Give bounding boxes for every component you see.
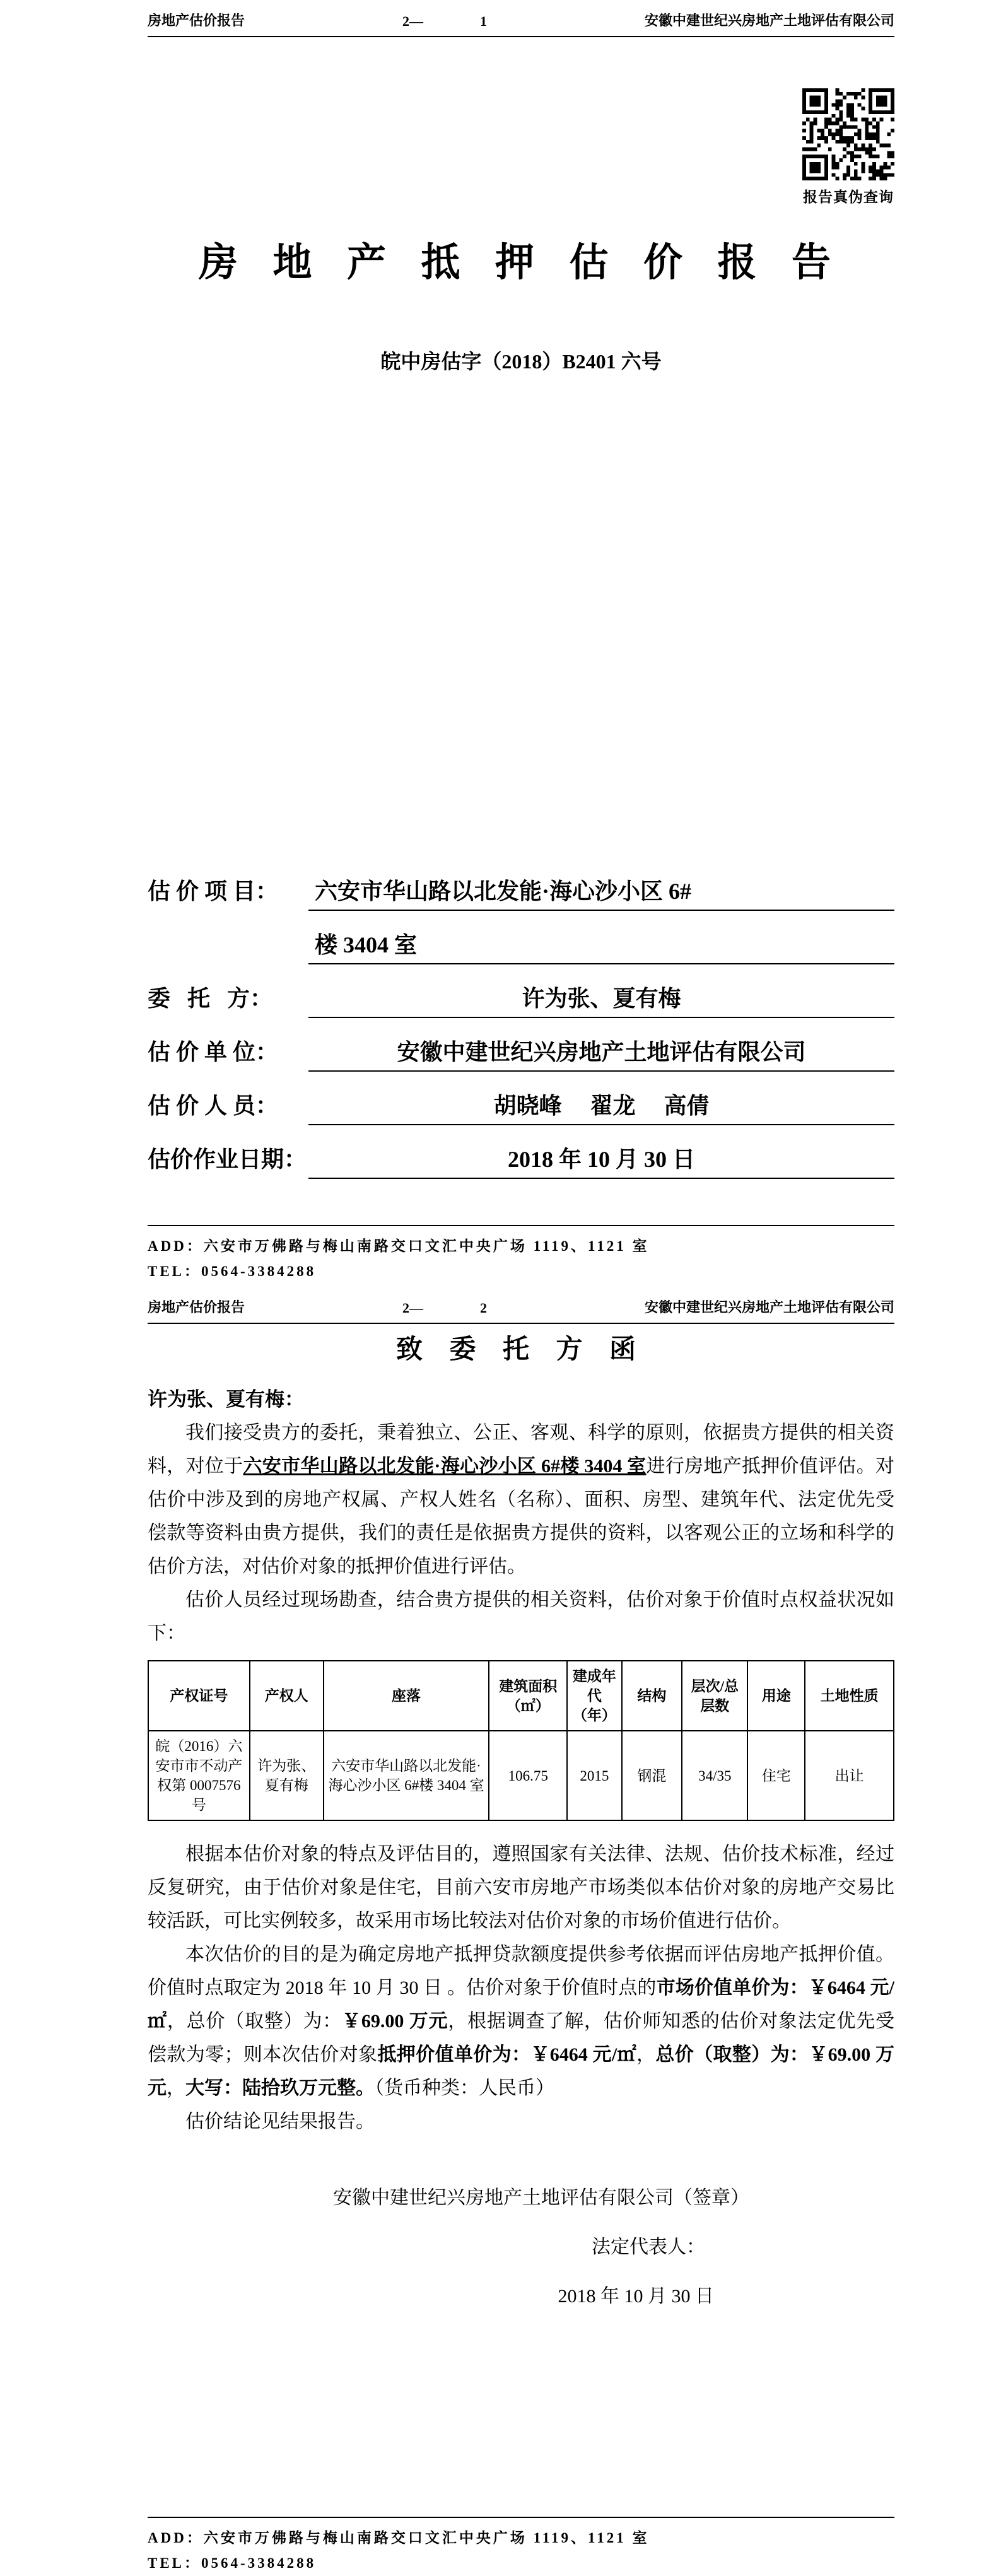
- table-cell: 许为张、夏有梅: [250, 1731, 324, 1820]
- market-unit-price: ￥6464 元/㎡: [148, 1977, 895, 2032]
- field-project-line2: [148, 927, 894, 964]
- header-doc-type: 房地产估价报告: [148, 13, 245, 28]
- table-cell: 106.75: [489, 1731, 567, 1820]
- table-header-cell: 建成年代（年）: [567, 1661, 621, 1731]
- field-value: 楼 3404 室: [308, 927, 894, 964]
- report-title: 房 地 产 抵 押 估 价 报 告: [198, 242, 843, 284]
- field-label: 估 价 项 目：: [148, 879, 279, 904]
- table-cell: 六安市华山路以北发能·海心沙小区 6#楼 3404 室: [324, 1731, 489, 1820]
- table-header-cell: 建筑面积（㎡）: [489, 1661, 567, 1731]
- mortgage-unit-price-label: 抵押价值单价为：: [377, 2044, 531, 2065]
- page-2-header: [148, 1297, 894, 1324]
- field-value: 六安市华山路以北发能·海心沙小区 6#: [308, 873, 894, 911]
- table-header-cell: 产权人: [250, 1661, 324, 1731]
- field-client: [148, 980, 894, 1018]
- subject-address: 六安市华山路以北发能·海心沙小区 6#楼 3404 室: [243, 1456, 647, 1477]
- table-cell: 钢混: [622, 1731, 682, 1820]
- property-rights-table: [148, 1660, 894, 1821]
- field-value: 许为张、夏有梅: [308, 980, 894, 1018]
- salutation: 许为张、夏有梅：: [148, 1388, 304, 1410]
- page-1-header: [148, 10, 894, 37]
- field-value: 2018 年 10 月 30 日: [308, 1141, 894, 1179]
- qr-code-icon: [802, 88, 894, 180]
- table-header-cell: 座落: [324, 1661, 489, 1731]
- market-total-price: ￥69.00 万元: [342, 2011, 448, 2032]
- field-agency: [148, 1034, 894, 1072]
- field-label: 估 价 单 位：: [148, 1039, 279, 1065]
- mortgage-unit-price: ￥6464 元/㎡: [530, 2044, 636, 2065]
- table-header-cell: 结构: [622, 1661, 682, 1731]
- header-page-number: 2— 1: [402, 13, 487, 29]
- field-value: 胡晓峰 翟龙 高倩: [308, 1087, 894, 1125]
- signature-legal-rep: 法定代表人：: [592, 2237, 705, 2257]
- table-header-cell: 土地性质: [805, 1661, 894, 1731]
- qr-caption: 报告真伪查询: [803, 189, 894, 205]
- market-unit-price-label: 市场价值单价为：: [656, 1977, 809, 1998]
- mortgage-total-label: 总价（取整）为：: [655, 2044, 809, 2065]
- field-label: 估价作业日期：: [148, 1147, 307, 1172]
- field-project: [148, 873, 894, 911]
- table-header-cell: 产权证号: [148, 1661, 250, 1731]
- letter-paragraph-3: 根据本估价对象的特点及评估目的，遵照国家有关法律、法规、估价技术标准，经过反复研究，由于估价对象是住宅，目前六安市房地产市场类似本估价对象的房地产交易比较活跃，可比实例较多，故采用市场比较法对估价对象的市场价值进行估价。: [148, 1844, 894, 1931]
- qr-block: [802, 88, 894, 206]
- page-2-footer: [148, 2517, 894, 2576]
- footer-address: ADD：六安市万佛路与梅山南路交口文汇中央广场 1119、1121 室: [148, 2530, 650, 2546]
- table-cell: 皖（2016）六安市市不动产权第 0007576 号: [148, 1731, 250, 1820]
- header-company-name: 安徽中建世纪兴房地产土地评估有限公司: [644, 13, 894, 28]
- field-staff: [148, 1087, 894, 1125]
- letter-paragraph-5: 估价结论见结果报告。: [185, 2111, 375, 2132]
- letter-body: [148, 1323, 894, 2321]
- field-label-spacer: [148, 927, 308, 964]
- cover-fields: [148, 873, 894, 1195]
- doc-number: 皖中房估字（2018）B2401 六号: [380, 350, 662, 373]
- footer-tel: TEL：0564-3384288: [148, 1263, 317, 1279]
- footer-tel: TEL：0564-3384288: [148, 2555, 317, 2571]
- table-cell: 2015: [567, 1731, 621, 1820]
- table-cell: 34/35: [682, 1731, 747, 1820]
- table-row: [148, 1731, 894, 1820]
- table-cell: 出让: [805, 1731, 894, 1820]
- header-company-name: 安徽中建世纪兴房地产土地评估有限公司: [644, 1299, 894, 1315]
- header-doc-type: 房地产估价报告: [148, 1299, 245, 1315]
- letter-paragraph-2: 估价人员经过现场勘查，结合贵方提供的相关资料，估价对象于价值时点权益状况如下：: [148, 1590, 894, 1644]
- signature-block: [148, 2174, 894, 2321]
- table-cell: 住宅: [747, 1731, 805, 1820]
- field-label: 估 价 人 员：: [148, 1093, 279, 1118]
- amount-in-words: 大写：陆拾玖万元整。: [185, 2078, 375, 2099]
- letter-paragraph-1: 我们接受贵方的委托，秉着独立、公正、客观、科学的原则，依据贵方提供的相关资料，对位于六安市华山路以北发能·海心沙小区 6#楼 3404 室进行房地产抵押价值评估。对估价中涉及到的房地产权属、产权人姓名（名称）、面积、房型、建筑年代、法定优先受偿款等资料由贵方提供，我们的责任是依据贵方提供的资料，以客观公正的立场和科学的估价方法，对估价对象的抵押价值进行评估。: [148, 1422, 895, 1577]
- header-page-number: 2— 2: [402, 1300, 487, 1316]
- field-label: 委 托 方：: [148, 986, 273, 1011]
- signature-date: 2018 年 10 月 30 日: [558, 2286, 714, 2307]
- letter-title: 致 委 托 方 函: [395, 1335, 646, 1364]
- mortgage-total-price: ￥69.00 万元: [148, 2044, 895, 2099]
- field-date: [148, 1141, 894, 1179]
- footer-address: ADD：六安市万佛路与梅山南路交口文汇中央广场 1119、1121 室: [148, 1238, 650, 1254]
- table-header-cell: 层次/总层数: [682, 1661, 747, 1731]
- field-value: 安徽中建世纪兴房地产土地评估有限公司: [308, 1034, 894, 1072]
- letter-paragraph-4: 本次估价的目的是为确定房地产抵押贷款额度提供参考依据而评估房地产抵押价值。价值时点取定为 2018 年 10 月 30 日 。估价对象于价值时点的市场价值单价为：￥6464 元/㎡，总价（取整）为：￥69.00 万元，根据调查了解，估价师知悉的估价对象法定优先受偿款为零；则本次估价对象抵押价值单价为：￥6464 元/㎡，总价（取整）为：￥69.00 万元，大写：陆拾玖万元整。（货币种类：人民币）: [148, 1944, 895, 2099]
- table-header-row: [148, 1661, 894, 1731]
- table-header-cell: 用途: [747, 1661, 805, 1731]
- signature-company: 安徽中建世纪兴房地产土地评估有限公司（签章）: [333, 2187, 749, 2208]
- page-1-footer: [148, 1225, 894, 1284]
